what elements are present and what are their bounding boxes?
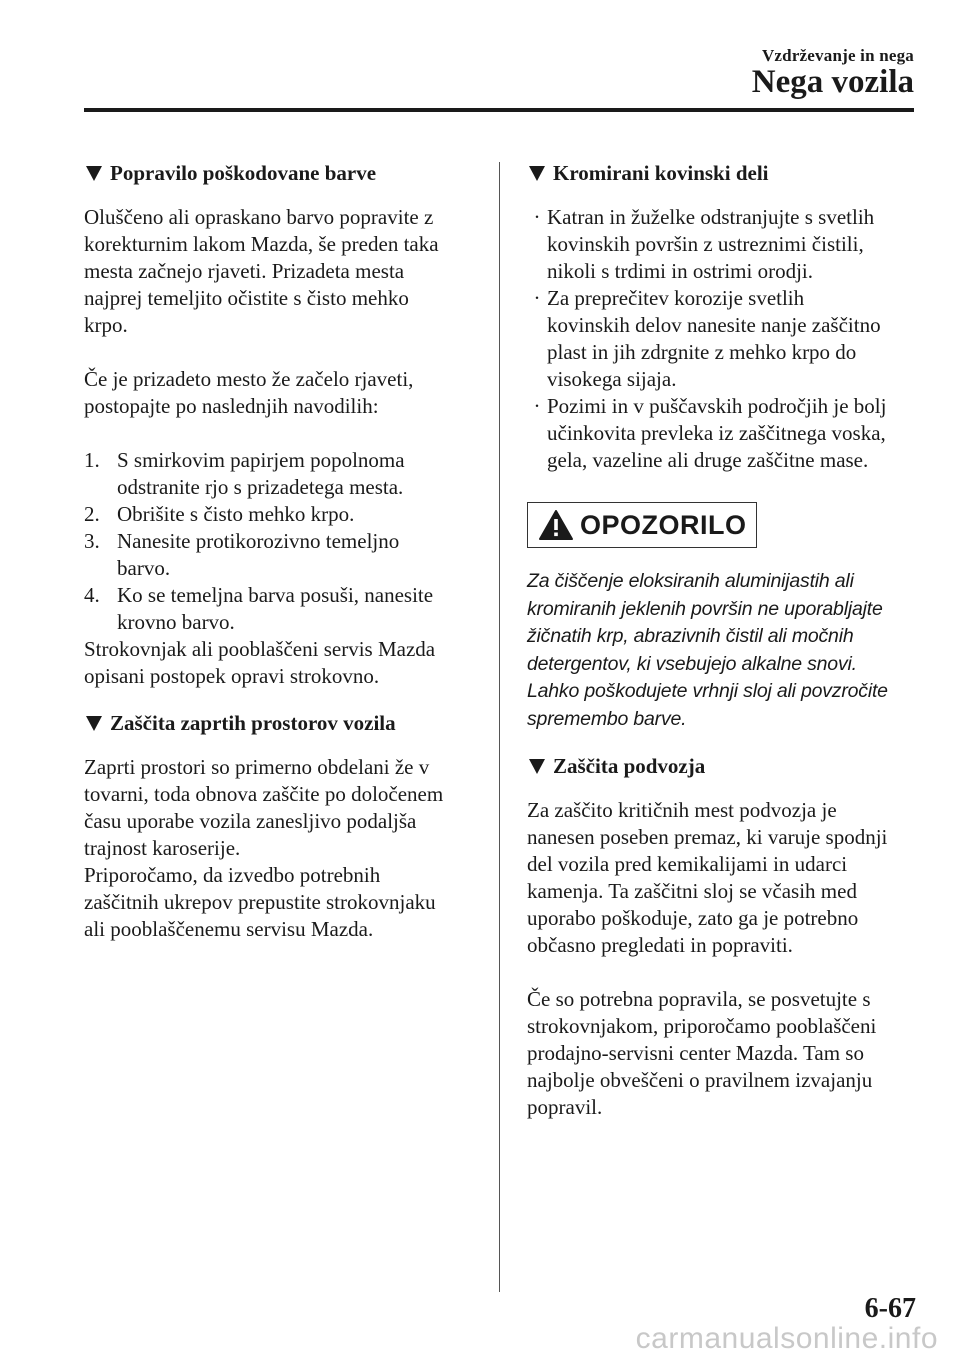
watermark: carmanualsonline.info <box>635 1322 938 1355</box>
heading-text: Zaščita podvozja <box>553 754 706 778</box>
paragraph: Strokovnjak ali pooblaščeni servis Mazda opisani postopek opravi strokovno. <box>84 637 436 688</box>
page-number: 6-67 <box>864 1293 916 1324</box>
bullet-dot: · <box>533 394 541 418</box>
list-item: 4. Ko se temeljna barva posuši, nanesite krovno barvo. <box>84 583 434 634</box>
warning-box <box>527 502 757 548</box>
left-column <box>84 160 474 943</box>
warning-text: Za čiščenje eloksiranih aluminijastih ali kromiranih jeklenih površin ne uporabljajte žičnatih krp, abrazivnih čistil ali močnih detergentov, ki vsebujejo alkalne snovi. Lahko poškodujete vrhnji sloj ali povzročite spremembo barve. <box>527 570 888 730</box>
section-triangle-icon <box>529 759 545 774</box>
header-chapter-title: Nega vozila <box>751 64 914 100</box>
list-item: · Pozimi in v puščavskih področjih je bolj učinkovita prevleka iz zaščitnega voska, gela, vazeline ali druge zaščitne mase. <box>527 393 922 474</box>
section-triangle-icon <box>86 166 102 181</box>
heading-chrome-parts <box>527 160 922 187</box>
heading-text: Kromirani kovinski deli <box>553 161 769 185</box>
right-column <box>527 160 922 1121</box>
heading-underbody-protection <box>527 753 922 780</box>
header-rule <box>84 108 914 112</box>
warning-label: OPOZORILO <box>580 509 747 540</box>
heading-text: Zaščita zaprtih prostorov vozila <box>110 711 396 735</box>
paragraph: Oluščeno ali opraskano barvo popravite z korekturnim lakom Mazda, še preden taka mesta začnejo rjaveti. Prizadeta mesta najprej temeljito očistite s čisto mehko krpo. <box>84 205 439 337</box>
bullet-dot: · <box>533 205 541 229</box>
paragraph: Če so potrebna popravila, se posvetujte s strokovnjakom, priporočamo pooblaščeni prodajno-servisni center Mazda. Tam so najbolje obveščeni o pravilnem izvajanju popravil. <box>527 987 877 1119</box>
list-item: · Za preprečitev korozije svetlih kovinskih delov nanesite nanje zaščitno plast in jih zdrgnite z mehko krpo do visokega sijaja. <box>527 285 922 393</box>
section-triangle-icon <box>529 166 545 181</box>
paragraph: Za zaščito kritičnih mest podvozja je nanesen poseben premaz, ki varuje spodnji del vozila pred kemikalijami in udarci kamenja. Ta zaščitni sloj se včasih med uporabo poškoduje, zato ga je potrebno občasno pregledati in popraviti. <box>527 798 888 957</box>
bullet-dot: · <box>533 286 541 310</box>
heading-text: Popravilo poškodovane barve <box>110 161 377 185</box>
list-item: · Katran in žuželke odstranjujte s svetlih kovinskih površin z ustreznimi čistili, nikoli s trdimi in ostrimi orodji. <box>527 204 922 285</box>
chrome-care-list <box>527 204 922 474</box>
heading-cavity-protection <box>84 710 474 737</box>
list-item: 2. Obrišite s čisto mehko krpo. <box>84 502 355 526</box>
paragraph: Zaprti prostori so primerno obdelani že v tovarni, toda obnova zaščite po določenem času uporabe vozila zanesljivo podaljša trajnost karoserije. Priporočamo, da izvedbo potrebnih zaščitnih ukrepov prepustite strokovnjaku ali pooblaščenemu servisu Mazda. <box>84 755 444 941</box>
repair-steps-list <box>84 447 474 636</box>
header-section-title: Vzdrževanje in nega <box>761 46 914 65</box>
column-divider <box>499 162 500 1292</box>
paragraph: Če je prizadeto mesto že začelo rjaveti, postopajte po naslednjih navodilih: <box>84 367 414 418</box>
section-triangle-icon <box>86 716 102 731</box>
warning-triangle-icon <box>538 509 574 541</box>
list-item: 1. S smirkovim papirjem popolnoma odstranite rjo s prizadetega mesta. <box>84 448 405 499</box>
heading-paint-repair <box>84 160 474 187</box>
list-item: 3. Nanesite protikorozivno temeljno barvo. <box>84 529 400 580</box>
